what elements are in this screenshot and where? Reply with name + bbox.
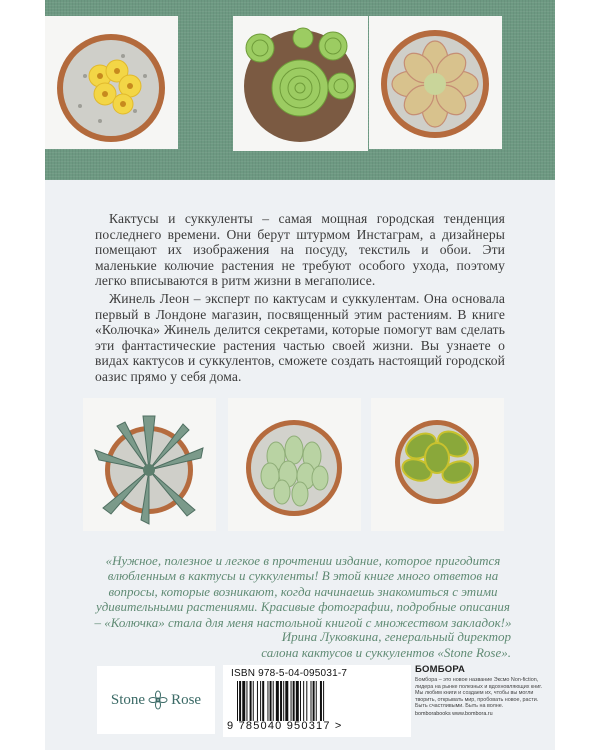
logo-word-rose: Rose: [171, 691, 202, 708]
barcode-bar: [280, 681, 282, 721]
jade-plant-image: [371, 398, 504, 531]
publisher-name: БОМБОРА: [415, 664, 466, 675]
barcode-bar: [237, 681, 238, 721]
barcode-bar: [267, 681, 268, 721]
barcode-bar: [300, 681, 301, 721]
barcode-bar: [246, 681, 247, 721]
agave-image: [83, 398, 216, 531]
barcode-bar: [257, 681, 258, 721]
barcode-bar: [296, 681, 299, 721]
barcode-bar: [306, 681, 307, 721]
stone-rose-logo: [97, 666, 215, 734]
barcode-bars: [235, 681, 405, 721]
photo-pastel-echeveria: [369, 16, 502, 149]
photo-agave: [83, 398, 216, 531]
barcode-bar: [273, 681, 274, 721]
barcode-bar: [323, 681, 324, 721]
barcode-bar: [313, 681, 315, 721]
barcode-bar: [293, 681, 295, 721]
barcode-bar: [262, 681, 264, 721]
barcode-bar: [270, 681, 272, 721]
barcode-bar: [276, 681, 279, 721]
review-quote: «Нужное, полезное и легкое в прочтении издание, которое пригодится влюбленным в кактусы и суккуленты! В этой книге много ответов на вопросы, которые возникают, когда начинаешь знакомиться с этими удивительными растениями. Красивые фотографии, подробные описания – «Колючка» стала для меня настольной книгой с множеством закладок!»: [94, 553, 512, 630]
barcode-bar: [285, 681, 288, 721]
publisher-social-links: bomborabooks www.bombora.ru: [415, 710, 493, 717]
quote-author-line-2: салона кактусов и суккулентов «Stone Rose».: [261, 645, 511, 660]
green-rosette-image: [233, 16, 368, 151]
isbn-number: ISBN 978-5-04-095031-7: [231, 668, 348, 679]
description-paragraph-2: Жинель Леон – эксперт по кактусам и суккулентам. Она основала первый в Лондоне магазин, посвященный этим растениям. В книге «Колючка» Жинель делится секретами, которые помогут вам сделать эти фантастические растения частью своей жизни. Вы узнаете о видах кактусов и суккулентов, сможете создать настоящий городской оазис прямо у себя дома.: [95, 291, 505, 384]
barcode-bar: [311, 681, 312, 721]
barcode-bar: [320, 681, 322, 721]
logo-word-stone: Stone: [110, 691, 146, 708]
pale-succulent-image: [228, 398, 361, 531]
publisher-description: Бомбора – это новое название Эксмо Non-fiction, лидера на рынке полезных и вдохновляющих книг. Мы любим книги и создаем их, чтобы вы могли творить, открывать мир, пробовать новое, расти. Быть счастливыми. Быть на волне.: [415, 677, 543, 710]
barcode-bar: [291, 681, 292, 721]
yellow-cactus-image: [45, 16, 178, 149]
barcode-bar: [239, 681, 241, 721]
barcode-block: [223, 665, 411, 737]
barcode-digits: 9 785040 950317 >: [227, 720, 343, 732]
photo-pale-succulent: [228, 398, 361, 531]
description-paragraph-1: Кактусы и суккуленты – самая мощная городская тенденция последнего времени. Они берут штурмом Инстаграм, а дизайнеры помещают их изображения на посуду, текстиль и обои. Эти маленькие колючие растения не требуют особого ухода, поэтому легко вписываются в ритм жизни в мегаполисе.: [95, 211, 505, 289]
barcode-bar: [303, 681, 304, 721]
quote-author-line-1: Ирина Луковкина, генеральный директор: [281, 629, 511, 644]
barcode-bar: [250, 681, 252, 721]
barcode-bar: [242, 681, 245, 721]
barcode-bar: [316, 681, 317, 721]
barcode-bar: [283, 681, 284, 721]
barcode-bar: [260, 681, 261, 721]
publisher-block: [415, 664, 545, 738]
photo-green-rosettes: [233, 16, 368, 151]
photo-jade-plant: [371, 398, 504, 531]
pastel-echeveria-image: [369, 16, 502, 149]
rose-flower-icon: [148, 690, 168, 710]
barcode-bar: [253, 681, 254, 721]
photo-yellow-cactus: [45, 16, 178, 149]
back-cover: [45, 0, 555, 750]
